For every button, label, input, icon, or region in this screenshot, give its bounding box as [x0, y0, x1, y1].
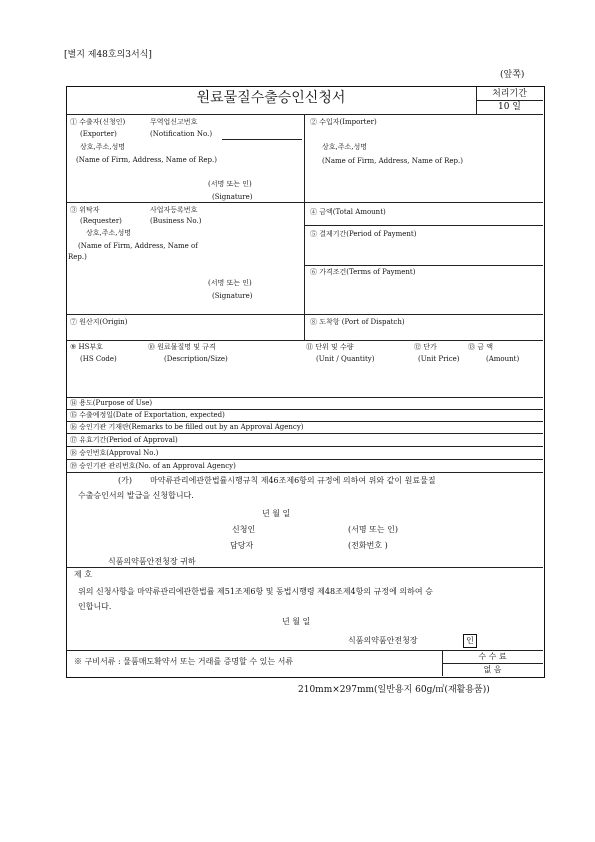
approval-date: 년 월 일 [282, 617, 311, 626]
declaration-line-1: 마약류관리에관한법률시행규칙 제46조제6항의 규정에 의하여 위와 같이 원료물질 [150, 476, 436, 485]
requester-en: (Requester) [80, 217, 122, 225]
business-no-label: 사업자등록번호 [150, 206, 198, 214]
applicant-label: 신청인 [232, 525, 256, 534]
requester-sign: (서명 또는 인) [208, 279, 252, 287]
form-number: [별지 제48호의3서식] [64, 50, 152, 60]
processing-value: 10 일 [497, 102, 521, 112]
unit-en: (Unit / Quantity) [316, 355, 375, 363]
approval-text-1: 위의 신청사항을 마약류관리에관한법률 제51조제6항 및 동법시행령 제48조제4항의 규정에 의하여 승 [78, 587, 433, 596]
approval-authority: 식품의약품안전청장 [348, 636, 418, 645]
requester-label: ③ 위탁자 [70, 206, 100, 214]
declaration-line-2: 수출승인서의 발급을 신청합니다. [78, 491, 194, 500]
importer-label: ② 수입자(Importer) [310, 118, 377, 126]
approval-period-label: ⑰ 유효기간(Period of Approval) [70, 436, 178, 444]
phone-label: (전화번호 ) [348, 541, 388, 550]
approval-no: 제 호 [74, 570, 92, 579]
notification-en: (Notification No.) [150, 130, 213, 138]
description-label: ⑩ 원료물질명 및 규격 [148, 343, 216, 351]
hs-label: ⑨ HS부호 [70, 343, 103, 351]
remarks-label: ⑯ 승인기관 기재란(Remarks to be filled out by an Approval Agency) [70, 423, 304, 431]
exporter-name-en: (Name of Firm, Address, Name of Rep.) [76, 156, 217, 164]
page-title: 원료물질수출승인신청서 [196, 90, 346, 106]
purpose-label: ⑭ 용도(Purpose of Use) [70, 399, 153, 407]
business-no-en: (Business No.) [150, 217, 202, 225]
requester-sign-en: (Signature) [212, 292, 253, 300]
notification-label: 무역업신고번호 [150, 118, 198, 126]
agency-no-label: ⑲ 승인기관 관리번호(No. of an Approval Agency) [70, 462, 236, 470]
person-label: 담당자 [230, 541, 254, 550]
exporter-sign-en: (Signature) [212, 193, 253, 201]
importer-name-label: 상호,주소,성명 [322, 143, 368, 151]
amount-label: ⑬ 금 액 [468, 343, 493, 351]
export-date-label: ⑮ 수출예정일(Date of Exportation, expected) [70, 411, 225, 419]
dispatch-label: ⑧ 도착항 (Port of Dispatch) [310, 318, 405, 326]
requester-name-label: 상호,주소,성명 [86, 229, 132, 237]
importer-name-en: (Name of Firm, Address, Name of Rep.) [322, 157, 463, 165]
fee-value: 없 음 [483, 665, 502, 674]
unit-label: ⑪ 단위 및 수량 [306, 343, 354, 351]
approval-no-label: ⑱ 승인번호(Approval No.) [70, 449, 159, 457]
processing-label: 처리기간 [492, 89, 527, 99]
origin-label: ⑦ 원산지(Origin) [70, 318, 128, 326]
required-documents: ※ 구비서류 : 물품매도확약서 또는 거래를 증명할 수 있는 서류 [74, 657, 294, 666]
exporter-name-label: 상호,주소,성명 [80, 143, 126, 151]
description-en: (Description/Size) [164, 355, 228, 363]
amount-en: (Amount) [486, 355, 520, 363]
unit-price-label: ⑫ 단가 [414, 343, 437, 351]
requester-name-en-2: Rep.) [68, 253, 87, 261]
fee-label: 수 수 료 [478, 652, 507, 661]
requester-name-en-1: (Name of Firm, Address, Name of [78, 242, 198, 250]
applicant-sign: (서명 또는 인) [348, 525, 398, 534]
total-amount-label: ④ 금액(Total Amount) [310, 208, 386, 216]
page-side: (앞쪽) [500, 70, 525, 80]
approval-text-2: 인합니다. [78, 602, 112, 611]
official-seal: 인 [463, 634, 477, 648]
paper-spec: 210mm×297mm(일반용지 60g/㎡(재활용품)) [298, 685, 490, 695]
exporter-en: (Exporter) [80, 130, 117, 138]
payment-period-label: ⑤ 결제기간(Period of Payment) [310, 230, 417, 238]
declaration-prefix: (가) [118, 476, 132, 485]
exporter-sign: (서명 또는 인) [208, 180, 252, 188]
unit-price-en: (Unit Price) [418, 355, 460, 363]
addressee: 식품의약품안전청장 귀하 [108, 557, 196, 566]
terms-label: ⑥ 가격조건(Terms of Payment) [310, 268, 416, 276]
declaration-date: 년 월 일 [262, 509, 291, 518]
exporter-label: ① 수출자(신청인) [70, 118, 126, 126]
hs-en: (HS Code) [80, 355, 117, 363]
